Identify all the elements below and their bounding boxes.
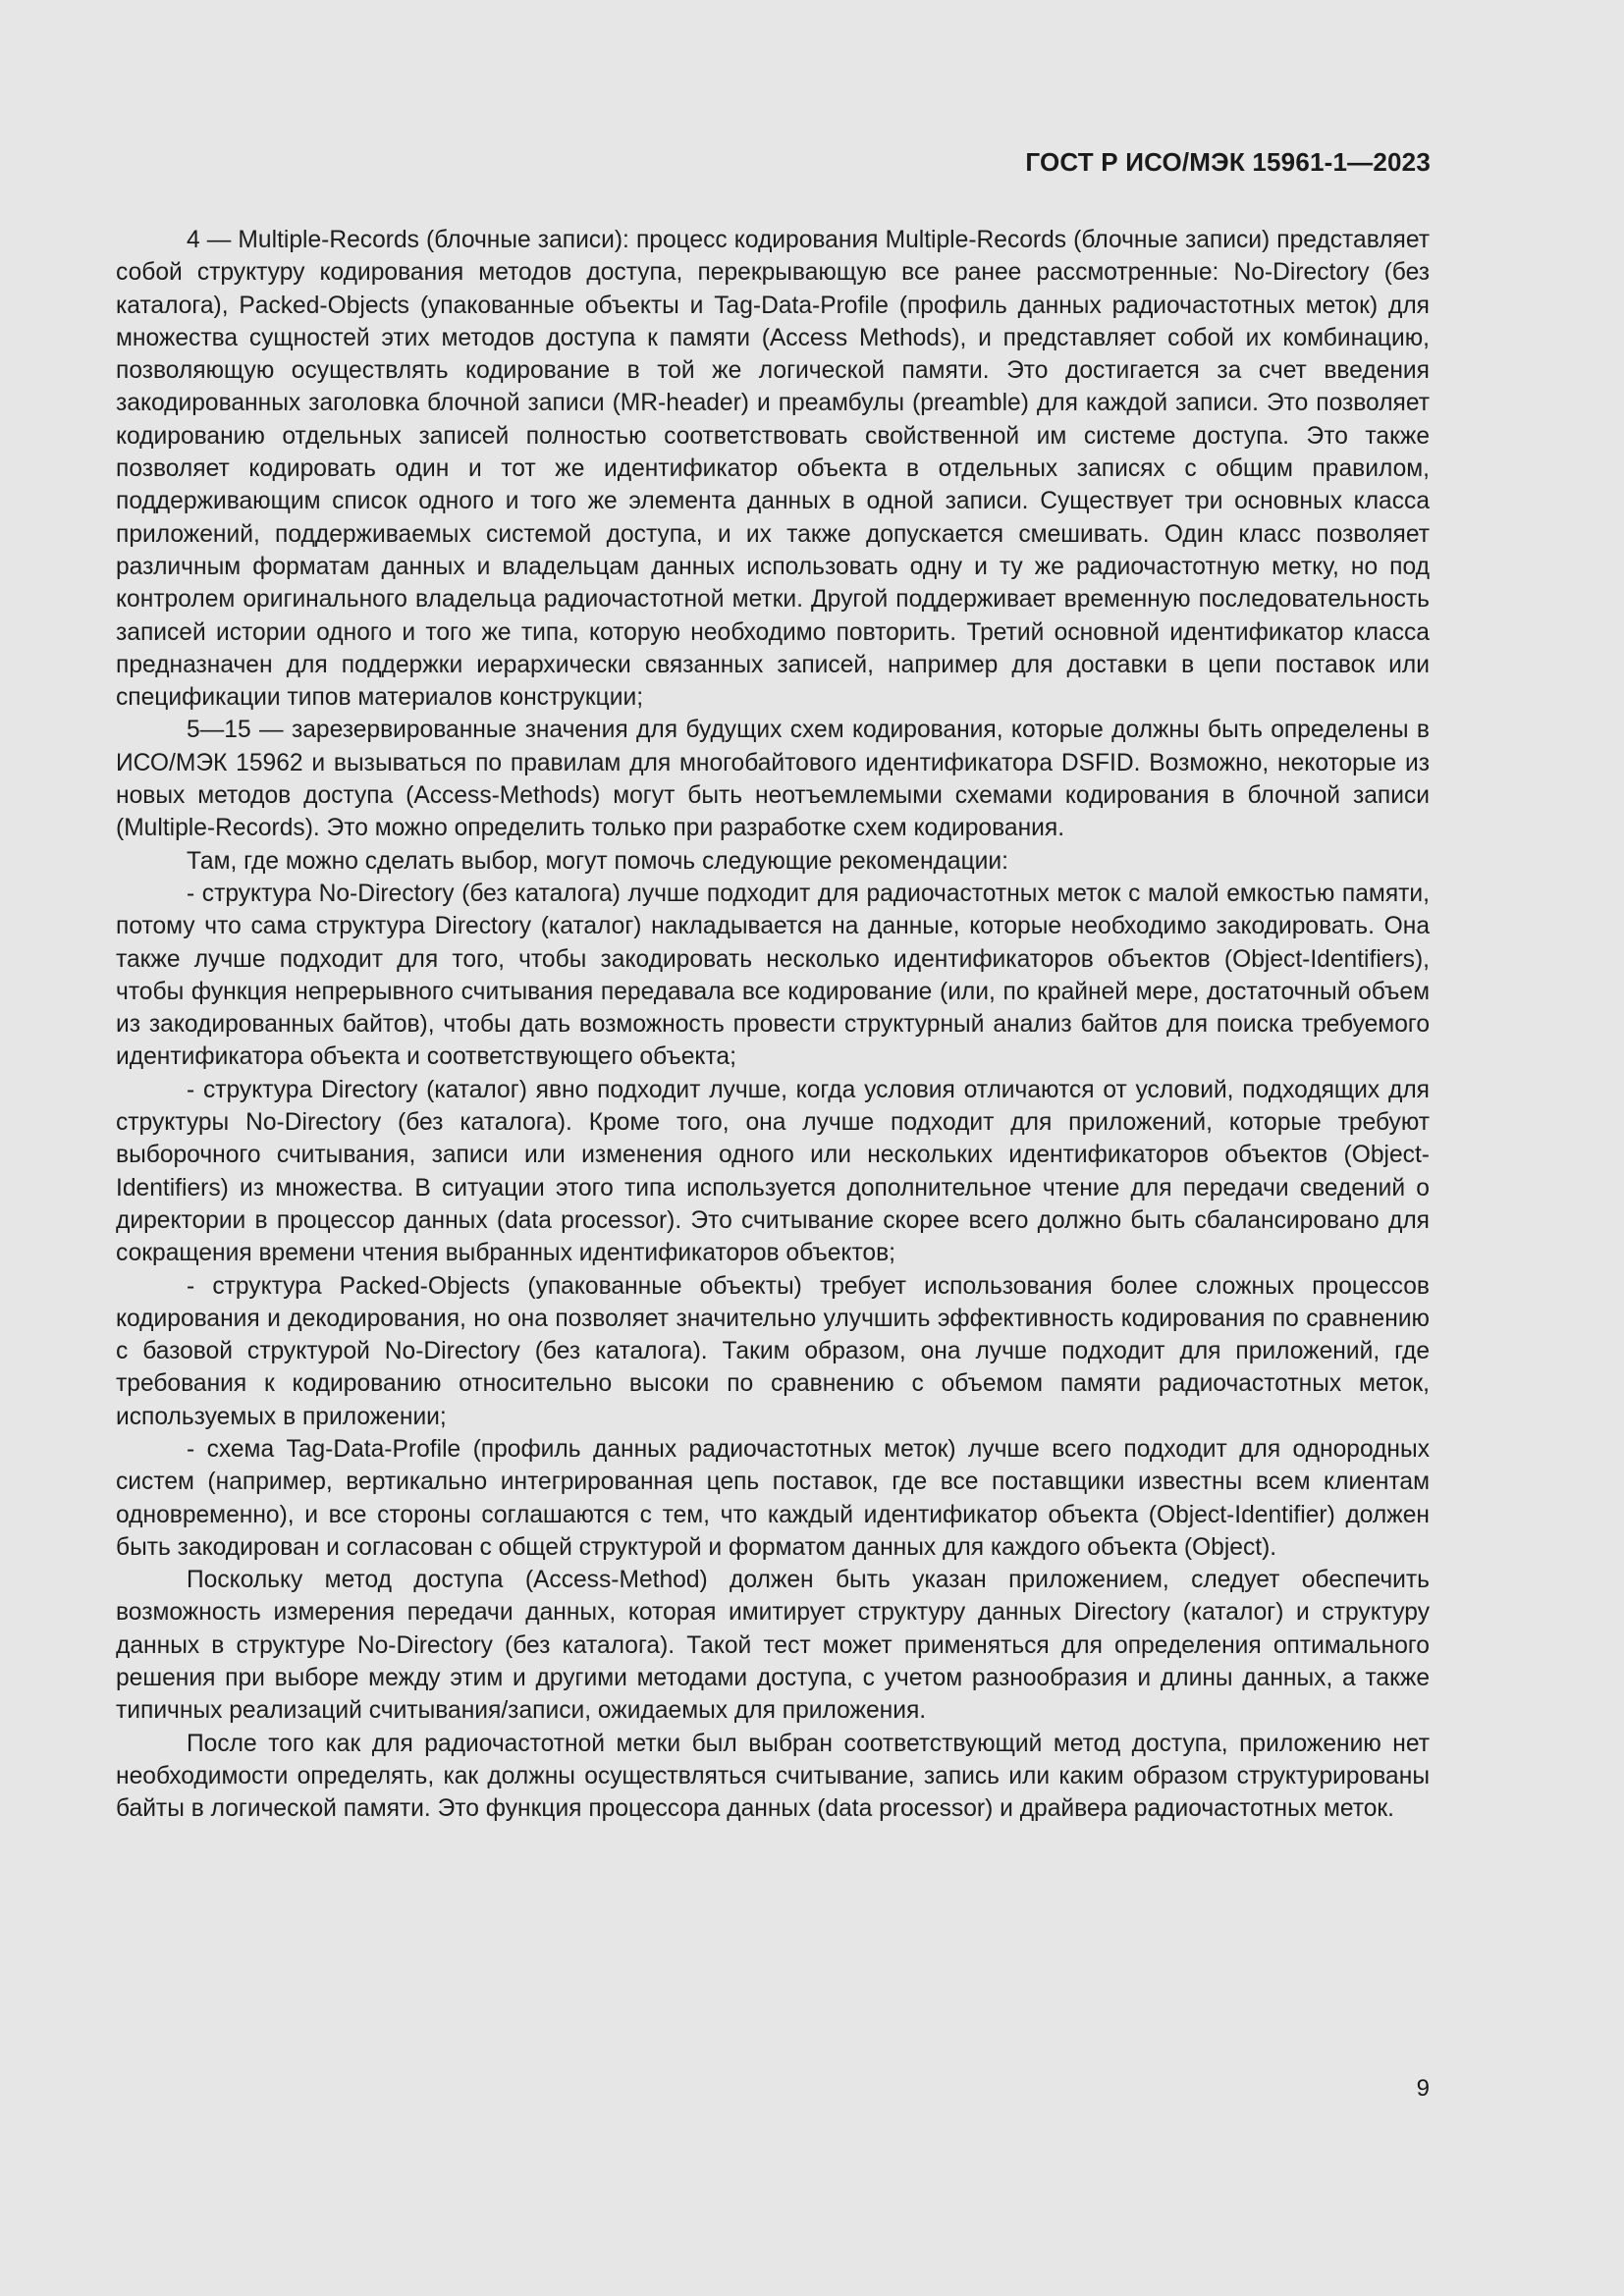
list-item-directory: - структура Directory (каталог) явно подходит лучше, когда условия отличаются от условий, подходящих для структуры No-Directory (без каталога). Кроме того, она лучше подходит для приложений, которые требуют выборочного считывания, записи или изменения одного или нескольких идентификаторов объектов (Object-Identifiers) из множества. В ситуации этого типа используется дополнительное чтение для передачи сведений о директории в процессор данных (data processor). Это считывание скорее всего должно быть сбалансировано для сокращения времени чтения выбранных идентификаторов объектов;: [116, 1076, 1430, 1267]
list-item-packed-objects: - структура Packed-Objects (упакованные объекты) требует использования более сложных процессов кодирования и декодирования, но она позволяет значительно улучшить эффективность кодирования по сравнению с базовой структурой No-Directory (без каталога). Таким образом, она лучше подходит для приложений, где требования к кодированию относительно высоки по сравнению с объемом памяти радиочастотных меток, используемых в приложении;: [116, 1272, 1430, 1430]
paragraph-after-selection: После того как для радиочастотной метки был выбран соответствующий метод доступа, приложению нет необходимости определять, как должны осуществляться считывание, запись или каким образом структурированы байты в логической памяти. Это функция процессора данных (data processor) и драйвера радиочастотных меток.: [116, 1730, 1430, 1823]
page-number: 9: [1416, 2075, 1430, 2102]
paragraph-reserved-values: 5—15 — зарезервированные значения для будущих схем кодирования, которые должны быть определены в ИСО/МЭК 15962 и вызываться по правилам для многобайтового идентификатора DSFID. Возможно, некоторые из новых методов доступа (Access-Methods) могут быть неотъемлемыми схемами кодирования в блочной записи (Multiple-Records). Это можно определить только при разработке схем кодирования.: [116, 717, 1430, 842]
list-item-no-directory: - структура No-Directory (без каталога) лучше подходит для радиочастотных меток с малой емкостью памяти, потому что сама структура Directory (каталог) накладывается на данные, которые необходимо закодировать. Она также лучше подходит для того, чтобы закодировать несколько идентификаторов объектов (Object-Identifiers), чтобы функция непрерывного считывания передавала все кодирование (или, по крайней мере, достаточный объем из закодированных байтов), чтобы дать возможность провести структурный анализ байтов для поиска требуемого идентификатора объекта и соответствующего объекта;: [116, 880, 1430, 1071]
list-item-tag-data-profile: - схема Tag-Data-Profile (профиль данных радиочастотных меток) лучше всего подходит для однородных систем (например, вертикально интегрированная цепь поставок, где все поставщики известны всем клиентам одновременно), и все стороны соглашаются с тем, что каждый идентификатор объекта (Object-Identifier) должен быть закодирован и согласован с общей структурой и форматом данных для каждого объекта (Object).: [116, 1435, 1430, 1561]
paragraph-multiple-records: 4 — Multiple-Records (блочные записи): процесс кодирования Multiple-Records (блочные записи) представляет собой структуру кодирования методов доступа, перекрывающую все ранее рассмотренные: No-Directory (без каталога), Packed-Objects (упакованные объекты и Tag-Data-Profile (профиль данных радиочастотных меток) для множества сущностей этих методов доступа к памяти (Access Methods), и представляет собой их комбинацию, позволяющую осуществлять кодирование в той же логической памяти. Это достигается за счет введения закодированных заголовка блочной записи (MR-header) и преамбулы (preamble) для каждой записи. Это позволяет кодированию отдельных записей полностью соответствовать свойственной им системе доступа. Это также позволяет кодировать один и тот же идентификатор объекта в отдельных записях с общим правилом, поддерживающим список одного и того же элемента данных в одной записи. Существует три основных класса приложений, поддерживаемых системой доступа, и их также допускается смешивать. Один класс позволяет различным форматам данных и владельцам данных использовать одну и ту же радиочастотную метку, но под контролем оригинального владельца радиочастотной метки. Другой поддерживает временную последовательность записей истории одного и того же типа, которую необходимо повторить. Третий основной идентификатор класса предназначен для поддержки иерархически связанных записей, например для доставки в цепи поставок или спецификации типов материалов конструкции;: [116, 227, 1430, 712]
paragraph-access-method: Поскольку метод доступа (Access-Method) должен быть указан приложением, следует обеспечить возможность измерения передачи данных, которая имитирует структуру данных Directory (каталог) и структуру данных в структуре No-Directory (без каталога). Такой тест может применяться для определения оптимального решения при выборе между этим и другими методами доступа, с учетом разнообразия и длины данных, а также типичных реализаций считывания/записи, ожидаемых для приложения.: [116, 1567, 1430, 1725]
document-code-header: ГОСТ Р ИСО/МЭК 15961-1—2023: [1025, 147, 1431, 177]
body-text: [116, 224, 1430, 1826]
paragraph-recommendations-intro: Там, где можно сделать выбор, могут помочь следующие рекомендации:: [187, 847, 1008, 875]
